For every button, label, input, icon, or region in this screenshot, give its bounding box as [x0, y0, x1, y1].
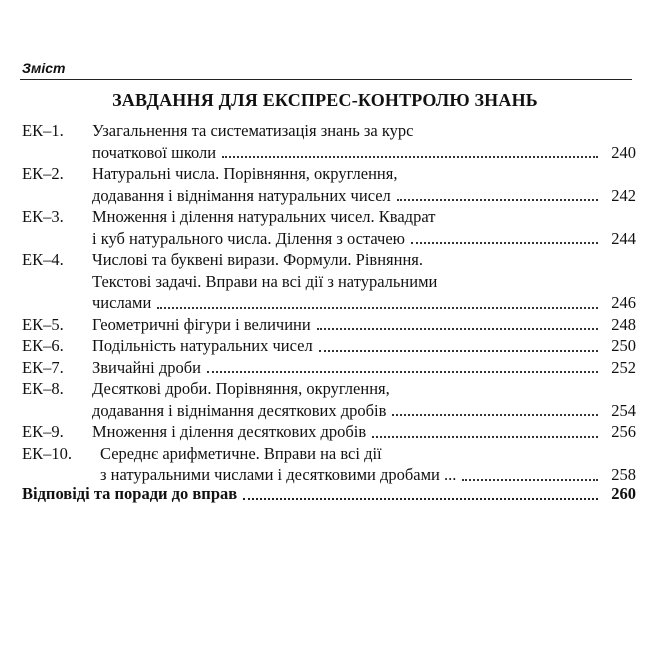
entry-title: Відповіді та поради до вправ: [22, 484, 238, 503]
dot-leader: [319, 350, 598, 352]
entry-code: ЕК–7.: [22, 357, 64, 377]
entry-last-line: [92, 292, 636, 314]
dot-leader: [392, 414, 598, 416]
dot-leader: [397, 199, 598, 201]
toc-entry[interactable]: [22, 314, 636, 336]
entry-body: [92, 335, 636, 357]
entry-last-line: [92, 400, 636, 422]
entry-title-line: Геометричні фігури і величини: [92, 314, 311, 334]
toc-entry-answers[interactable]: [22, 483, 636, 505]
toc-entry[interactable]: [22, 206, 636, 249]
page-number: 256: [611, 422, 636, 441]
entry-code: ЕК–5.: [22, 314, 64, 334]
toc-entry[interactable]: [22, 421, 636, 443]
toc-entry[interactable]: [22, 378, 636, 421]
entry-title-line: Числові та буквені вирази. Формули. Рівняння.: [92, 250, 424, 269]
entry-title-line: і куб натурального числа. Ділення з остачею: [92, 228, 405, 248]
entry-body: [92, 163, 636, 206]
entry-title-line: Множення і ділення натуральних чисел. Квадрат: [92, 207, 436, 226]
entry-title-line: Подільність натуральних чисел: [92, 336, 313, 355]
toc-entry[interactable]: [22, 443, 636, 486]
toc-entry[interactable]: [22, 249, 636, 314]
dot-leader: [372, 436, 598, 438]
dot-leader: [317, 328, 598, 330]
entry-body: [92, 378, 636, 421]
entry-code: ЕК–6.: [22, 336, 64, 355]
entry-last-line: [92, 185, 636, 207]
entry-body: [92, 357, 636, 379]
entry-code: ЕК–2.: [22, 164, 64, 183]
page-number: 252: [611, 357, 636, 377]
page-number: 250: [611, 336, 636, 355]
entry-body: [92, 314, 636, 336]
entry-title-line: Множення і ділення десяткових дробів: [92, 422, 367, 441]
entry-title-line: Узагальнення та систематизація знань за курс: [92, 121, 414, 140]
entry-title-line: додавання і віднімання десяткових дробів: [92, 400, 387, 420]
entry-last-line: [92, 335, 636, 357]
page-number: 240: [611, 142, 636, 162]
page-number: 246: [611, 293, 636, 312]
entry-title-line: Натуральні числа. Порівняння, округлення,: [92, 164, 398, 183]
toc-entry[interactable]: [22, 335, 636, 357]
table-of-contents: [22, 120, 636, 486]
entry-body: [92, 120, 636, 163]
dot-leader: [222, 156, 598, 158]
page-number: 258: [611, 465, 636, 484]
entry-last-line: [92, 142, 636, 164]
entry-code: ЕК–4.: [22, 250, 64, 269]
entry-code: ЕК–8.: [22, 379, 64, 398]
toc-entry[interactable]: [22, 163, 636, 206]
entry-code: ЕК–10.: [22, 443, 72, 463]
entry-code: ЕК–1.: [22, 121, 64, 140]
page-number: 260: [611, 484, 636, 503]
page-number: 244: [611, 228, 636, 248]
entry-title-line: Десяткові дроби. Порівняння, округлення,: [92, 379, 390, 398]
entry-last-line: [92, 228, 636, 250]
entry-title-line: додавання і віднімання натуральних чисел: [92, 185, 391, 205]
entry-body: [100, 443, 636, 486]
entry-body: [92, 249, 636, 314]
page-number: 248: [611, 314, 636, 334]
entry-last-line: [92, 314, 636, 336]
entry-code: ЕК–3.: [22, 207, 64, 226]
entry-title-line: початкової школи: [92, 142, 217, 162]
entry-last-line: [92, 421, 636, 443]
entry-title-line: Середнє арифметичне. Вправи на всі дії: [100, 443, 382, 463]
entry-code: ЕК–9.: [22, 422, 64, 441]
toc-entry[interactable]: [22, 120, 636, 163]
section-title: ЗАВДАННЯ ДЛЯ ЕКСПРЕС-КОНТРОЛЮ ЗНАНЬ: [112, 90, 538, 110]
dot-leader: [207, 371, 598, 373]
entry-title-line: Текстові задачі. Вправи на всі дії з натуральними: [92, 271, 438, 291]
entry-title-line: числами: [92, 293, 152, 312]
entry-title-line: Звичайні дроби: [92, 357, 201, 377]
entry-last-line: [92, 357, 636, 379]
dot-leader: [243, 498, 598, 500]
dot-leader: [157, 307, 598, 309]
page-number: 254: [611, 400, 636, 420]
entry-title-line: з натуральними числами і десятковими дробами ...: [100, 465, 457, 484]
header-divider: [20, 79, 632, 80]
dot-leader: [411, 242, 598, 244]
dot-leader: [462, 479, 598, 481]
running-header: Зміст: [22, 60, 66, 76]
entry-body: [92, 421, 636, 443]
page-number: 242: [611, 185, 636, 205]
entry-body: [92, 206, 636, 249]
toc-entry[interactable]: [22, 357, 636, 379]
